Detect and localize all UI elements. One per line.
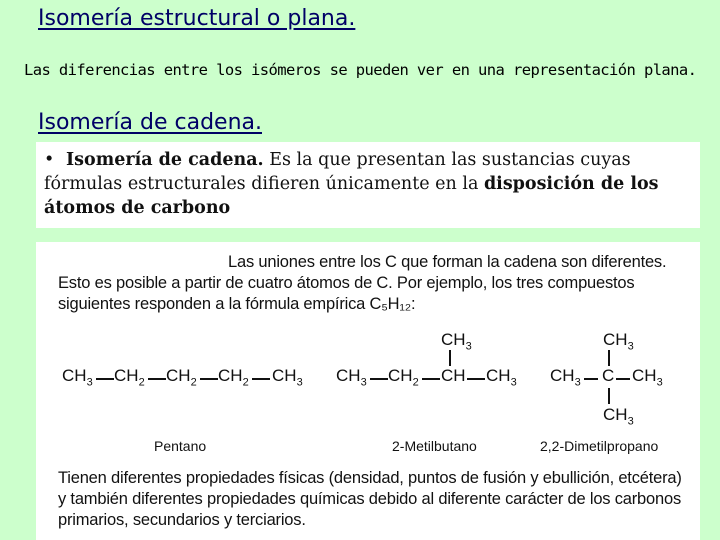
definition-text bbox=[44, 148, 696, 220]
compound-name: Pentano bbox=[154, 438, 207, 454]
intro-text: Las diferencias entre los isómeros se pueden ver en una representación plana. bbox=[24, 61, 697, 79]
section-subtitle: Isomería de cadena. bbox=[38, 110, 262, 135]
compound-name: 2-Metilbutano bbox=[392, 438, 477, 454]
example-paragraph-text: Las uniones entre los C que forman la cadena son diferentes. Esto es posible a partir de cuatro átomos de C. Por ejemplo, los tres compuestos siguientes responden a la fórmula empírica bbox=[58, 253, 667, 313]
bullet: • bbox=[44, 150, 55, 170]
empirical-formula: C₅H₁₂: bbox=[369, 295, 416, 313]
definition-body: Es la que presentan las sustancias cuyas fórmulas estructurales difieren únicamente en la bbox=[44, 150, 631, 194]
example-box bbox=[36, 242, 700, 540]
properties-paragraph: Tienen diferentes propiedades físicas (densidad, puntos de fusión y ebullición, etcétera) y también diferentes propiedades químicas debido al diferente carácter de los carbonos primarios, secundarios y terciarios. bbox=[58, 469, 682, 529]
definition-emphasis: disposición de los átomos de carbono bbox=[44, 174, 659, 218]
structural-formulas: $CH_3$ $CH_2$ $CH_2$ $CH_2$ $CH_3$ $CH_3$ $CH_3$ $CH_2$ CH $CH_3$ $CH_3$ $CH_3$ C $CH_3$ $CH_3$ bbox=[62, 330, 663, 428]
definition-box bbox=[36, 142, 700, 228]
page-title: Isomería estructural o plana. bbox=[38, 6, 356, 31]
compound-name: 2,2-Dimetilpropano bbox=[540, 438, 659, 454]
definition-term: Isomería de cadena. bbox=[66, 150, 264, 170]
